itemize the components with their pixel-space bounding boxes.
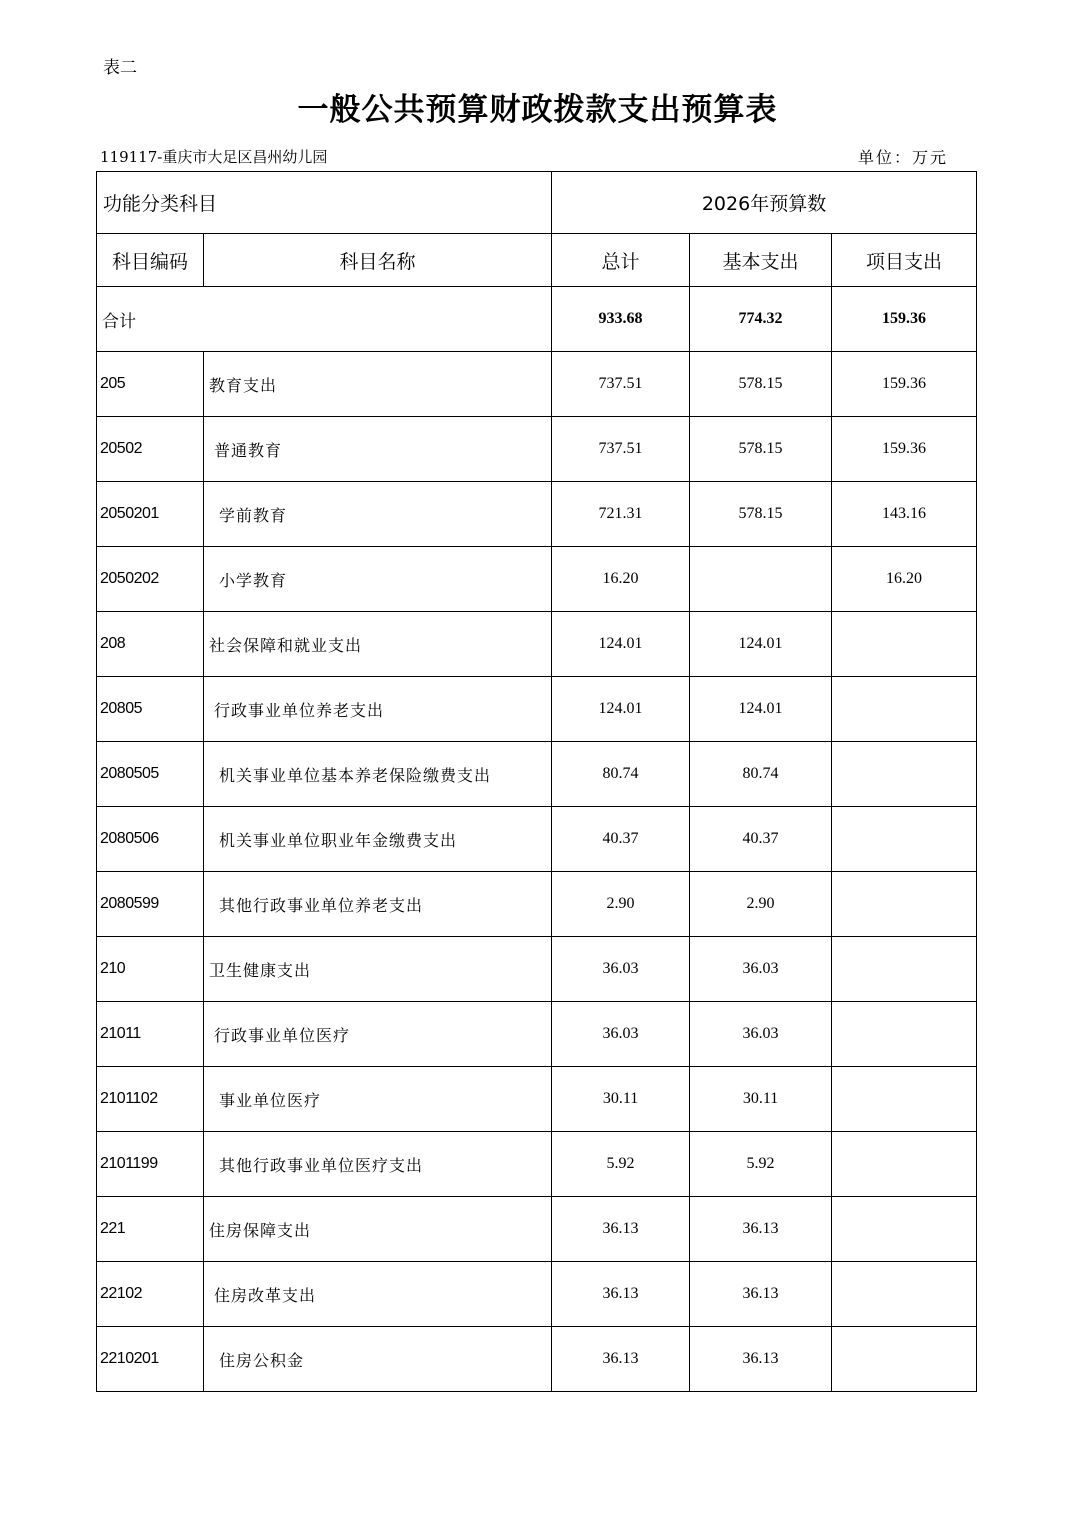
row-project — [832, 612, 977, 677]
row-basic: 36.13 — [690, 1197, 832, 1262]
row-basic: 5.92 — [690, 1132, 832, 1197]
row-total: 36.13 — [552, 1262, 690, 1327]
row-name: 住房改革支出 — [204, 1262, 552, 1327]
row-total: 124.01 — [552, 612, 690, 677]
table-row — [97, 872, 977, 937]
row-project — [832, 1327, 977, 1392]
row-code: 20805 — [97, 677, 204, 742]
row-code: 2050201 — [97, 482, 204, 547]
row-code: 21011 — [97, 1002, 204, 1067]
page-title: 一般公共预算财政拨款支出预算表 — [297, 92, 778, 128]
row-total: 16.20 — [552, 547, 690, 612]
row-name: 学前教育 — [204, 482, 552, 547]
row-project — [832, 937, 977, 1002]
row-project — [832, 1262, 977, 1327]
row-project — [832, 677, 977, 742]
row-total: 30.11 — [552, 1067, 690, 1132]
row-code: 2050202 — [97, 547, 204, 612]
row-name: 普通教育 — [204, 417, 552, 482]
row-total: 737.51 — [552, 352, 690, 417]
row-total: 80.74 — [552, 742, 690, 807]
row-project: 159.36 — [832, 352, 977, 417]
total-row-total: 933.68 — [552, 287, 690, 352]
row-total: 721.31 — [552, 482, 690, 547]
row-total: 2.90 — [552, 872, 690, 937]
row-total: 40.37 — [552, 807, 690, 872]
table-row — [97, 1197, 977, 1262]
row-code: 2080599 — [97, 872, 204, 937]
budget-group-header: 2026年预算数 — [552, 172, 977, 234]
row-name: 其他行政事业单位医疗支出 — [204, 1132, 552, 1197]
row-basic — [690, 547, 832, 612]
row-basic: 36.03 — [690, 937, 832, 1002]
row-project — [832, 1067, 977, 1132]
row-code: 205 — [97, 352, 204, 417]
project-column-header: 项目支出 — [832, 234, 977, 287]
table-row — [97, 1067, 977, 1132]
row-name: 卫生健康支出 — [204, 937, 552, 1002]
row-name: 机关事业单位基本养老保险缴费支出 — [204, 742, 552, 807]
row-project — [832, 1002, 977, 1067]
table-row — [97, 547, 977, 612]
row-project: 143.16 — [832, 482, 977, 547]
row-basic: 80.74 — [690, 742, 832, 807]
row-basic: 30.11 — [690, 1067, 832, 1132]
row-total: 36.03 — [552, 1002, 690, 1067]
row-code: 2080505 — [97, 742, 204, 807]
row-project: 159.36 — [832, 417, 977, 482]
total-row-project: 159.36 — [832, 287, 977, 352]
row-project — [832, 807, 977, 872]
row-basic: 124.01 — [690, 612, 832, 677]
row-name: 小学教育 — [204, 547, 552, 612]
row-code: 2210201 — [97, 1327, 204, 1392]
row-project: 16.20 — [832, 547, 977, 612]
category-group-header: 功能分类科目 — [97, 172, 552, 234]
row-total: 737.51 — [552, 417, 690, 482]
code-column-header: 科目编码 — [97, 234, 204, 287]
table-row — [97, 1262, 977, 1327]
row-basic: 36.03 — [690, 1002, 832, 1067]
row-basic: 578.15 — [690, 417, 832, 482]
budget-table — [96, 171, 977, 1392]
name-column-header: 科目名称 — [204, 234, 552, 287]
table-row — [97, 1327, 977, 1392]
row-name: 行政事业单位医疗 — [204, 1002, 552, 1067]
row-name: 行政事业单位养老支出 — [204, 677, 552, 742]
row-name: 事业单位医疗 — [204, 1067, 552, 1132]
table-row — [97, 742, 977, 807]
header-row-group — [97, 172, 977, 234]
row-code: 22102 — [97, 1262, 204, 1327]
row-code: 2101199 — [97, 1132, 204, 1197]
table-row — [97, 417, 977, 482]
row-basic: 578.15 — [690, 352, 832, 417]
total-row-basic: 774.32 — [690, 287, 832, 352]
total-row-label: 合计 — [97, 287, 552, 352]
unit-label: 单位：万元 — [858, 148, 949, 167]
row-code: 221 — [97, 1197, 204, 1262]
table-tag: 表二 — [103, 58, 137, 78]
row-basic: 2.90 — [690, 872, 832, 937]
row-basic: 578.15 — [690, 482, 832, 547]
table-row — [97, 1002, 977, 1067]
row-basic: 36.13 — [690, 1262, 832, 1327]
header-row-columns — [97, 234, 977, 287]
row-total: 36.03 — [552, 937, 690, 1002]
total-row — [97, 287, 977, 352]
row-total: 36.13 — [552, 1197, 690, 1262]
table-row — [97, 937, 977, 1002]
row-total: 124.01 — [552, 677, 690, 742]
row-basic: 124.01 — [690, 677, 832, 742]
row-project — [832, 1197, 977, 1262]
row-project — [832, 872, 977, 937]
row-code: 2080506 — [97, 807, 204, 872]
row-total: 36.13 — [552, 1327, 690, 1392]
row-name: 教育支出 — [204, 352, 552, 417]
table-row — [97, 482, 977, 547]
row-name: 住房公积金 — [204, 1327, 552, 1392]
row-name: 住房保障支出 — [204, 1197, 552, 1262]
row-basic: 40.37 — [690, 807, 832, 872]
row-name: 机关事业单位职业年金缴费支出 — [204, 807, 552, 872]
basic-column-header: 基本支出 — [690, 234, 832, 287]
row-code: 20502 — [97, 417, 204, 482]
row-code: 2101102 — [97, 1067, 204, 1132]
organization-label: 119117-重庆市大足区昌州幼儿园 — [100, 148, 328, 166]
table-row — [97, 612, 977, 677]
row-name: 其他行政事业单位养老支出 — [204, 872, 552, 937]
row-code: 210 — [97, 937, 204, 1002]
table-row — [97, 352, 977, 417]
row-name: 社会保障和就业支出 — [204, 612, 552, 677]
table-row — [97, 677, 977, 742]
row-project — [832, 1132, 977, 1197]
table-row — [97, 1132, 977, 1197]
table-row — [97, 807, 977, 872]
row-basic: 36.13 — [690, 1327, 832, 1392]
row-project — [832, 742, 977, 807]
total-column-header: 总计 — [552, 234, 690, 287]
row-total: 5.92 — [552, 1132, 690, 1197]
row-code: 208 — [97, 612, 204, 677]
